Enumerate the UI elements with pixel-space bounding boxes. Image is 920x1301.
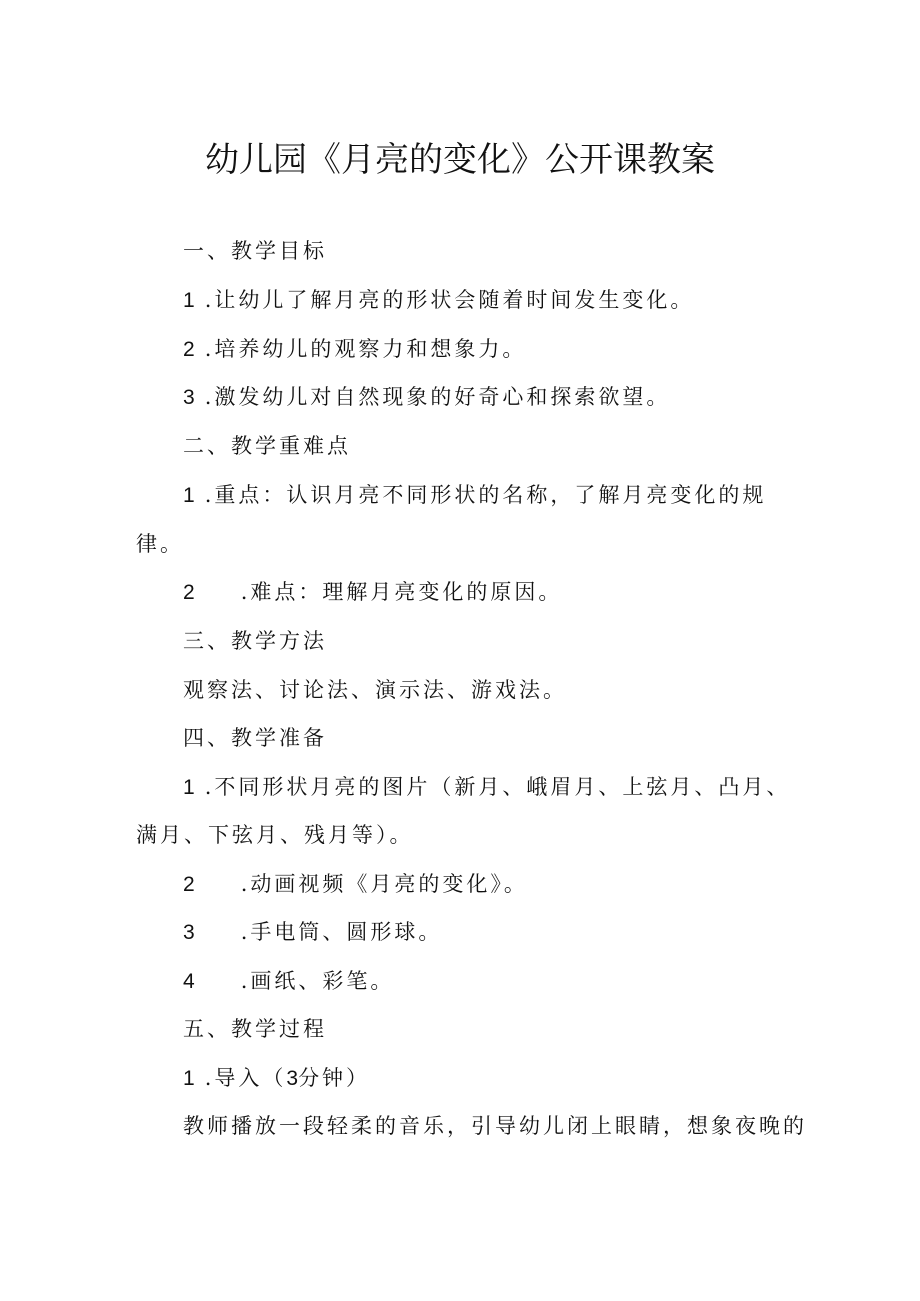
item-text: .让幼儿了解月亮的形状会随着时间发生变化。: [204, 288, 695, 312]
section-heading-key-points: 二、教学重难点: [183, 434, 351, 458]
preparation-item-4: [183, 966, 394, 997]
item-number: 1: [183, 1067, 195, 1090]
item-text-after: 分钟）: [298, 1066, 371, 1090]
item-text: .导入（: [204, 1066, 287, 1090]
goal-item-3: [183, 382, 670, 413]
item-text: .重点：认识月亮不同形状的名称，了解月亮变化的规: [204, 483, 767, 507]
key-point-item-2: [183, 577, 562, 608]
key-point-item-1: [183, 480, 766, 511]
section-heading-process: 五、教学过程: [183, 1017, 327, 1041]
process-item-1: [183, 1063, 370, 1094]
item-number: 3: [183, 386, 195, 409]
preparation-item-3: [183, 917, 442, 948]
document-title: 幼儿园《月亮的变化》公开课教案: [205, 140, 715, 180]
item-text: .激发幼儿对自然现象的好奇心和探索欲望。: [204, 385, 671, 409]
item-text: .动画视频《月亮的变化》。: [240, 872, 528, 896]
item-number: 2: [183, 581, 195, 604]
item-number: 2: [183, 338, 195, 361]
process-paragraph: 教师播放一段轻柔的音乐，引导幼儿闭上眼睛，想象夜晚的: [183, 1114, 807, 1138]
item-number: 1: [183, 484, 195, 507]
item-number: 2: [183, 873, 195, 896]
key-point-item-1-continuation: 律。: [136, 532, 184, 556]
section-heading-goals: 一、教学目标: [183, 239, 327, 263]
item-number: 3: [183, 921, 195, 944]
methods-text: 观察法、讨论法、演示法、游戏法。: [183, 678, 567, 702]
section-heading-methods: 三、教学方法: [183, 629, 327, 653]
item-number: 1: [183, 289, 195, 312]
item-text: .难点：理解月亮变化的原因。: [240, 580, 563, 604]
item-text: .培养幼儿的观察力和想象力。: [204, 337, 527, 361]
goal-item-1: [183, 285, 694, 316]
preparation-item-1: [183, 772, 790, 803]
item-text: .不同形状月亮的图片（新月、峨眉月、上弦月、凸月、: [204, 775, 791, 799]
item-text: .画纸、彩笔。: [240, 969, 395, 993]
duration-number: 3: [286, 1067, 299, 1090]
item-number: 1: [183, 776, 195, 799]
item-text: .手电筒、圆形球。: [240, 920, 443, 944]
preparation-item-2: [183, 869, 528, 900]
item-number: 4: [183, 970, 195, 993]
preparation-item-1-continuation: 满月、下弦月、残月等）。: [136, 823, 414, 847]
section-heading-preparation: 四、教学准备: [183, 726, 327, 750]
goal-item-2: [183, 334, 526, 365]
